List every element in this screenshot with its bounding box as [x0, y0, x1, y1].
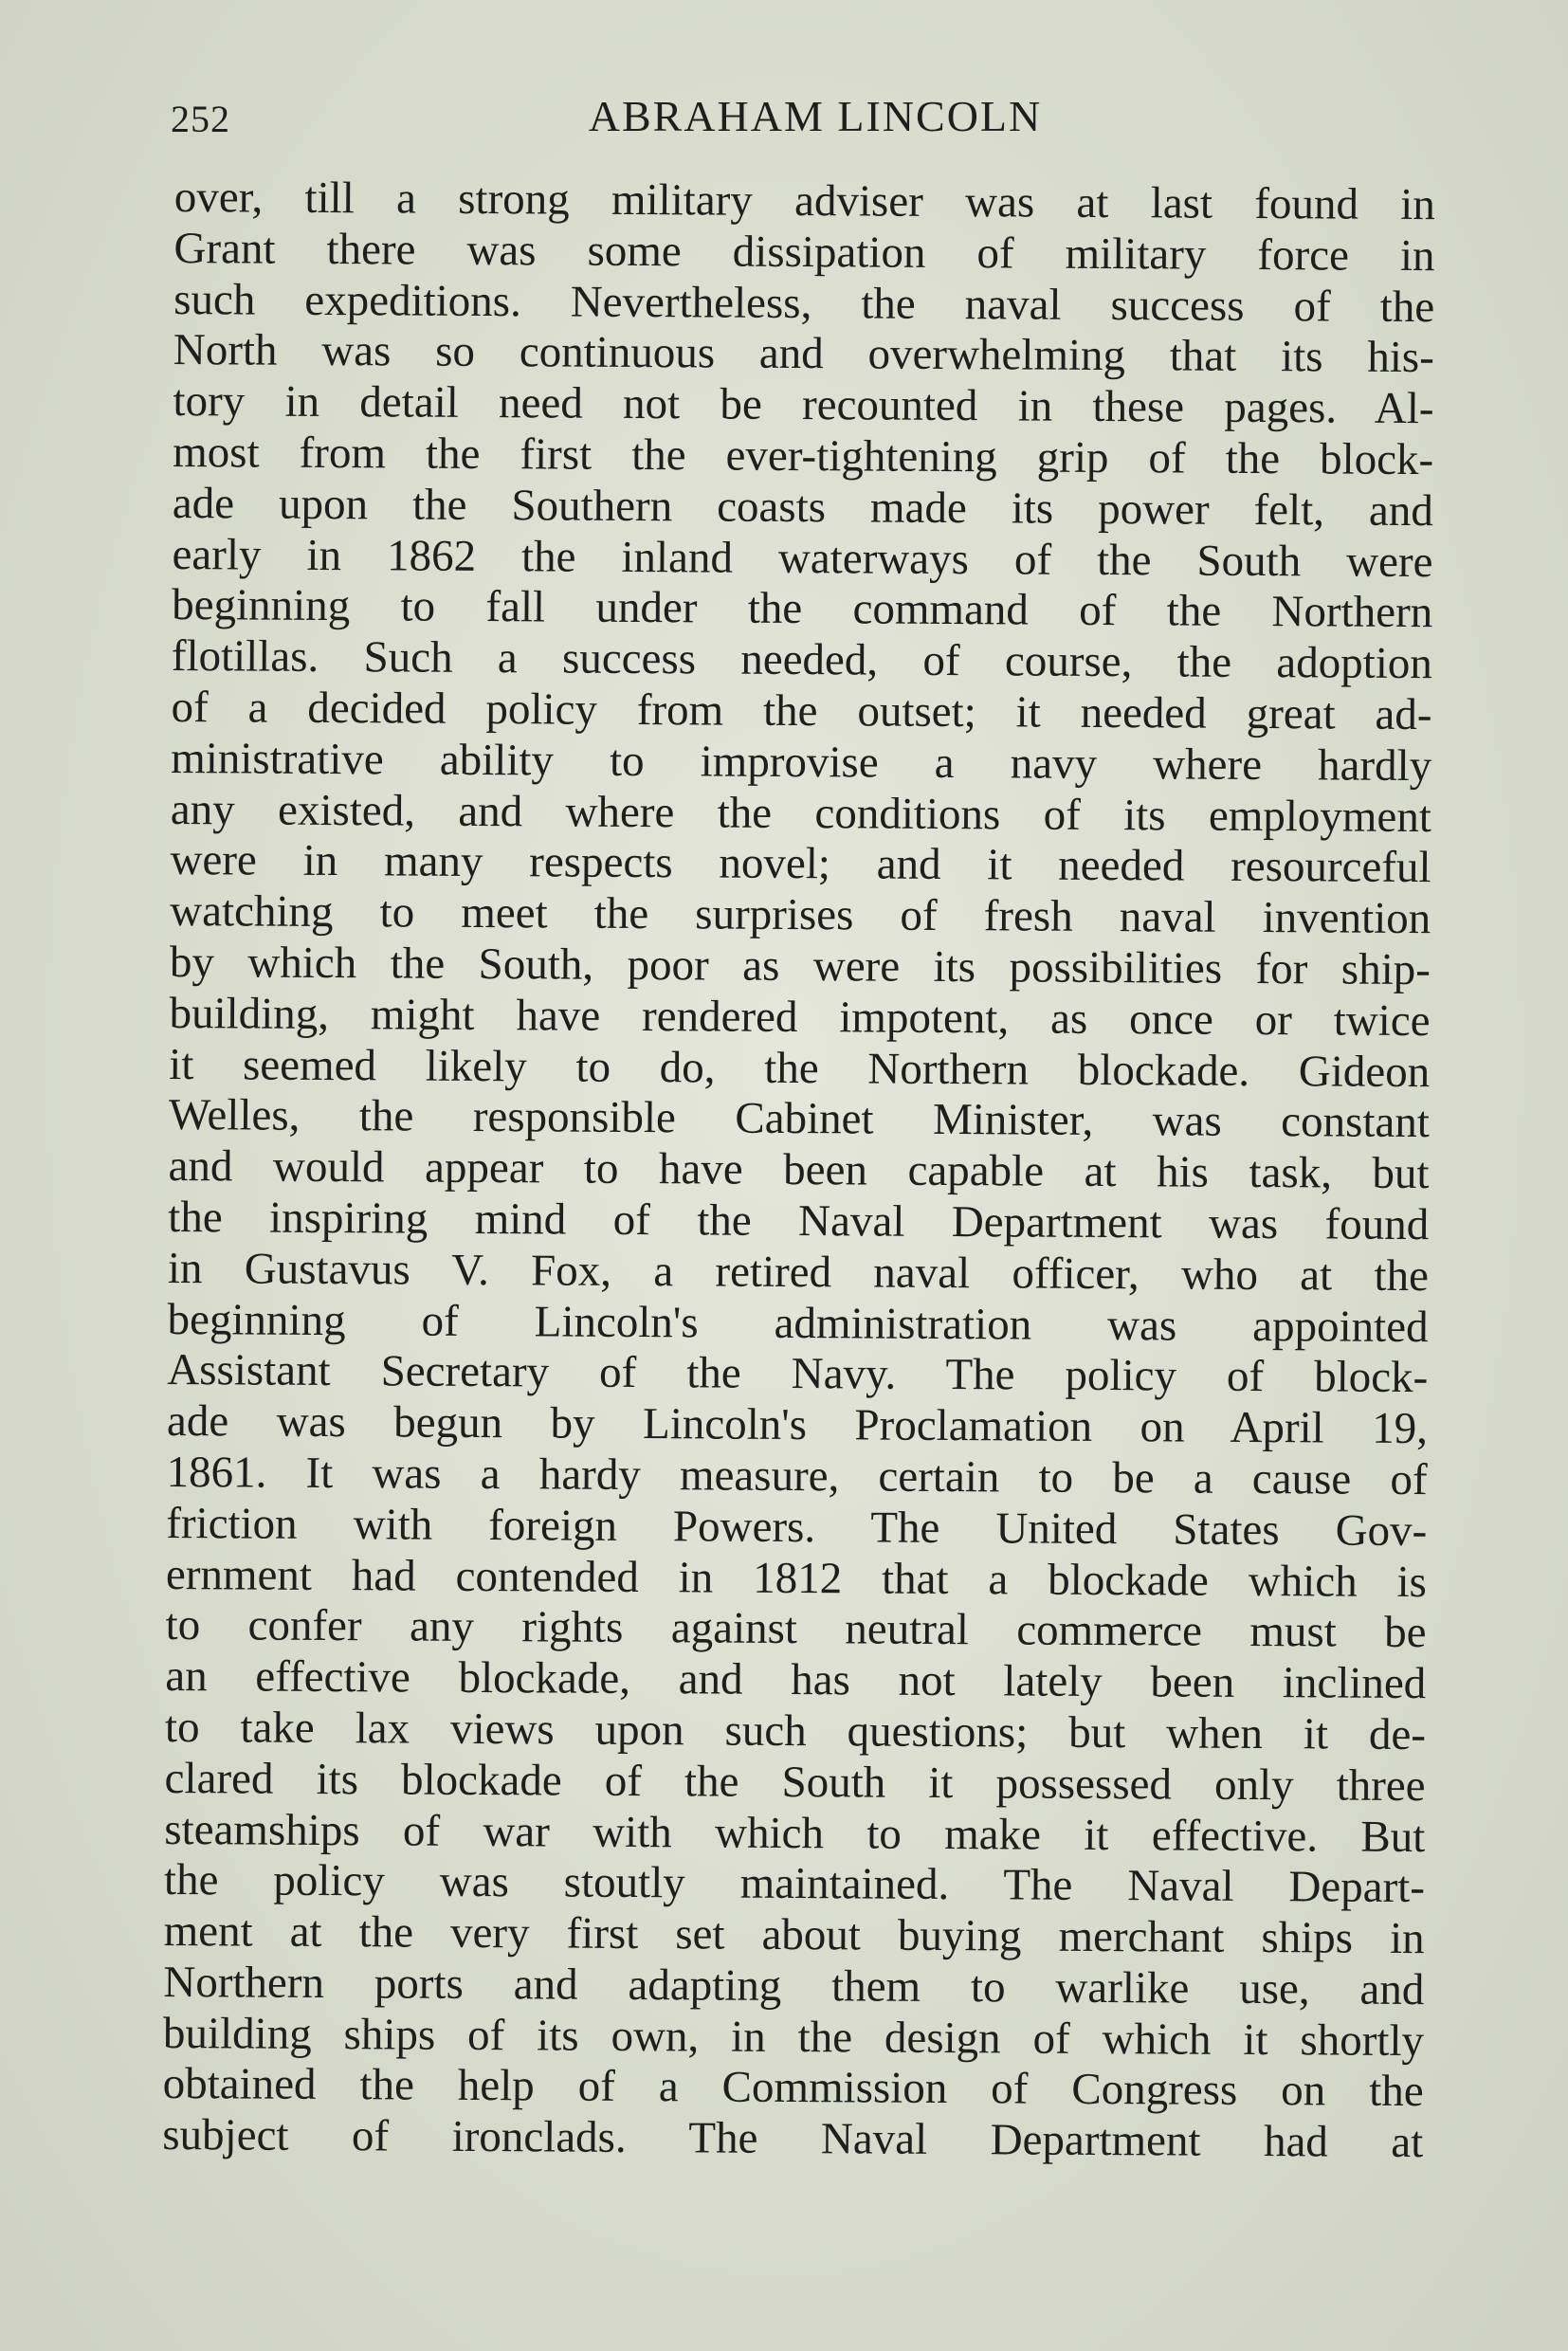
text-line: in Gustavus V. Fox, a retired naval officer, who at the — [167, 1243, 1430, 1301]
text-line: ment at the very first set about buying merchant ships in — [163, 1906, 1425, 1964]
text-line: most from the first the ever-tightening grip of the block- — [173, 427, 1434, 485]
text-line: North was so continuous and overwhelming that its his- — [173, 325, 1434, 383]
running-title: ABRAHAM LINCOLN — [588, 92, 1043, 140]
text-line: building, might have rendered impotent, as once or twice — [169, 988, 1431, 1046]
text-line: over, till a strong military adviser was at last found in — [173, 173, 1435, 230]
text-line: of a decided policy from the outset; it needed great ad- — [171, 682, 1432, 740]
text-line: flotillas. Such a success needed, of course, the adoption — [171, 631, 1433, 689]
text-line: the policy was stoutly maintained. The Naval Depart- — [163, 1855, 1426, 1913]
text-line: ade was begun by Lincoln's Proclamation on April 19, — [166, 1396, 1429, 1454]
text-line: such expeditions. Nevertheless, the naval success of the — [173, 274, 1435, 332]
text-line: early in 1862 the inland waterways of the South were — [172, 529, 1433, 587]
running-head — [171, 91, 1431, 148]
text-line: friction with foreign Powers. The United States Gov- — [166, 1498, 1428, 1556]
text-line: Northern ports and adapting them to warlike use, and — [163, 1957, 1425, 2014]
text-line: beginning of Lincoln's administration was appointed — [167, 1294, 1429, 1352]
text-line: Grant there was some dissipation of military force in — [173, 223, 1435, 281]
text-line: building ships of its own, in the design of which it shortly — [162, 2008, 1425, 2066]
text-line: ernment had contended in 1812 that a blockade which is — [165, 1549, 1428, 1607]
text-line: Welles, the responsible Cabinet Minister, was constant — [168, 1090, 1431, 1148]
text-line: subject of ironclads. The Naval Department had at — [162, 2110, 1424, 2168]
text-line: obtained the help of a Commission of Congress on the — [162, 2059, 1424, 2117]
text-line: were in many respects novel; and it needed resourceful — [170, 835, 1431, 893]
text-line: tory in detail need not be recounted in these pages. Al- — [173, 376, 1434, 434]
text-line: an effective blockade, and has not lately been inclined — [165, 1651, 1427, 1709]
text-line: and would appear to have been capable at his task, but — [168, 1141, 1430, 1199]
body-text — [162, 173, 1435, 2169]
text-line: it seemed likely to do, the Northern blockade. Gideon — [169, 1039, 1431, 1097]
text-line: Assistant Secretary of the Navy. The policy of block- — [167, 1345, 1429, 1403]
text-line: by which the South, poor as were its possibilities for ship- — [169, 937, 1431, 995]
text-line: watching to meet the surprises of fresh naval invention — [170, 886, 1431, 944]
text-line: steamships of war with which to make it effective. But — [164, 1804, 1426, 1862]
text-line: the inspiring mind of the Naval Department was found — [168, 1192, 1430, 1250]
text-line: any existed, and where the conditions of its employment — [170, 784, 1432, 842]
page-number: 252 — [171, 98, 230, 140]
text-line: ministrative ability to improvise a navy where hardly — [171, 733, 1432, 791]
text-line: to confer any rights against neutral commerce must be — [165, 1600, 1427, 1658]
text-line: 1861. It was a hardy measure, certain to be a cause of — [166, 1447, 1428, 1505]
text-line: clared its blockade of the South it possessed only three — [164, 1753, 1426, 1811]
text-line: ade upon the Southern coasts made its power felt, and — [172, 478, 1434, 536]
text-line: beginning to fall under the command of the Northern — [172, 580, 1433, 638]
text-line: to take lax views upon such questions; but when it de- — [164, 1702, 1427, 1759]
